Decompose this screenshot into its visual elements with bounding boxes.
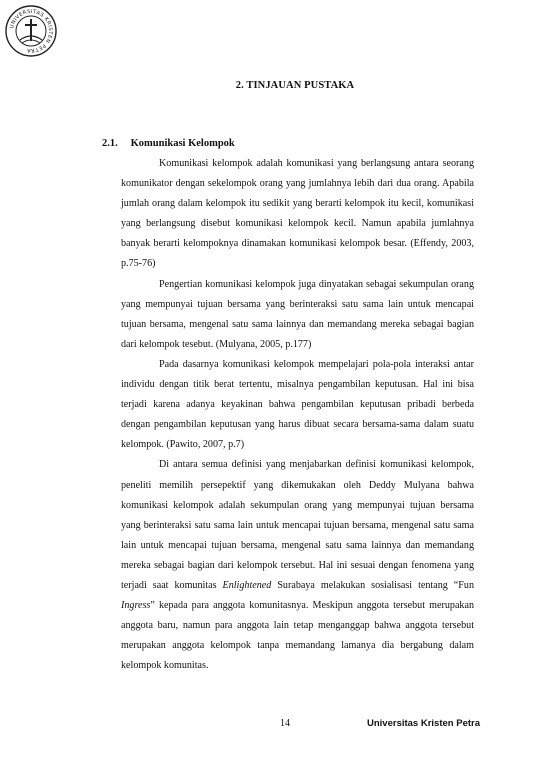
university-seal-icon <box>4 4 58 58</box>
section-number: 2.1. <box>102 138 118 149</box>
body-text <box>121 154 474 676</box>
paragraph-2: Pengertian komunikasi kelompok juga dinyatakan sebagai sekumpulan orang yang mempunyai tujuan bersama yang berinteraksi satu sama lain untuk mencapai tujuan bersama, mengenal satu sama lainnya dan memandang mereka sebagai bagian dari kelompok tesebut. (Mulyana, 2005, p.177) <box>121 278 474 350</box>
chapter-title: 2. TINJAUAN PUSTAKA <box>235 80 355 91</box>
paragraph-4-part-1: Di antara semua definisi yang menjabarkan definisi komunikasi kelompok, peneliti memilih persepektif yang dikemukakan oleh Deddy Mulyana bahwa komunikasi kelompok adalah sekumpulan orang yang mempunyai tujuan bersama yang berinteraksi satu sama lain untuk mencapai tujuan bersama, mengenal satu sama lain untuk mencapai tujuan bersama, mengenal satu sama lainnya dan memandang mereka sebagai bagian dari kelompok tersebut. Hal ini sesuai dengan fenomena yang terjadi saat komunitas <box>121 459 474 591</box>
paragraph-4-italic-ingress: Ingress <box>121 600 151 612</box>
paragraph-4-part-2: Surabaya melakukan sosialisasi tentang “Fun <box>271 579 474 591</box>
section-title: Komunikasi Kelompok <box>130 138 235 149</box>
svg-text:UNIVERSITAS KRISTEN PETRA: UNIVERSITAS KRISTEN PETRA <box>9 8 54 54</box>
paragraph-1: Komunikasi kelompok adalah komunikasi yang berlangsung antara seorang komunikator dengan sekelompok orang yang jumlahnya lebih dari dua orang. Apabila jumlah orang dalam kelompok itu sedikit yang berarti kelompok itu kecil, komunikasi yang berlangsung disebut komunikasi kelompok kecil. Namun apabila jumlahnya banyak berarti kelompoknya dinamakan komunikasi kelompok besar. (Effendy, 2003, p.75-76) <box>121 158 474 270</box>
page-number: 14 <box>280 718 290 729</box>
footer-university: Universitas Kristen Petra <box>367 718 480 729</box>
paragraph-4 <box>121 455 474 676</box>
section-heading <box>102 138 235 149</box>
paragraph-3: Pada dasarnya komunikasi kelompok mempelajari pola-pola interaksi antar individu dengan titik berat tertentu, misalnya pengambilan keputusan. Hal ini bisa terjadi karena adanya keyakinan bahwa pengambilan keputusan pribadi berbeda dengan pengambilan keputusan yang harus dibuat secara bersama-sama dalam suatu kelompok. (Pawito, 2007, p.7) <box>121 358 474 451</box>
paragraph-4-part-3: ” kepada para anggota komunitasnya. Meskipun anggota tersebut merupakan anggota baru, namun para anggota lain tetap menganggap bahwa anggota tersebut merupakan anggota kelompok tanpa memandang lamanya dia bergabung dalam kelompok komunitas. <box>121 600 474 672</box>
paragraph-4-italic-enlightened: Enlightened <box>222 579 272 591</box>
